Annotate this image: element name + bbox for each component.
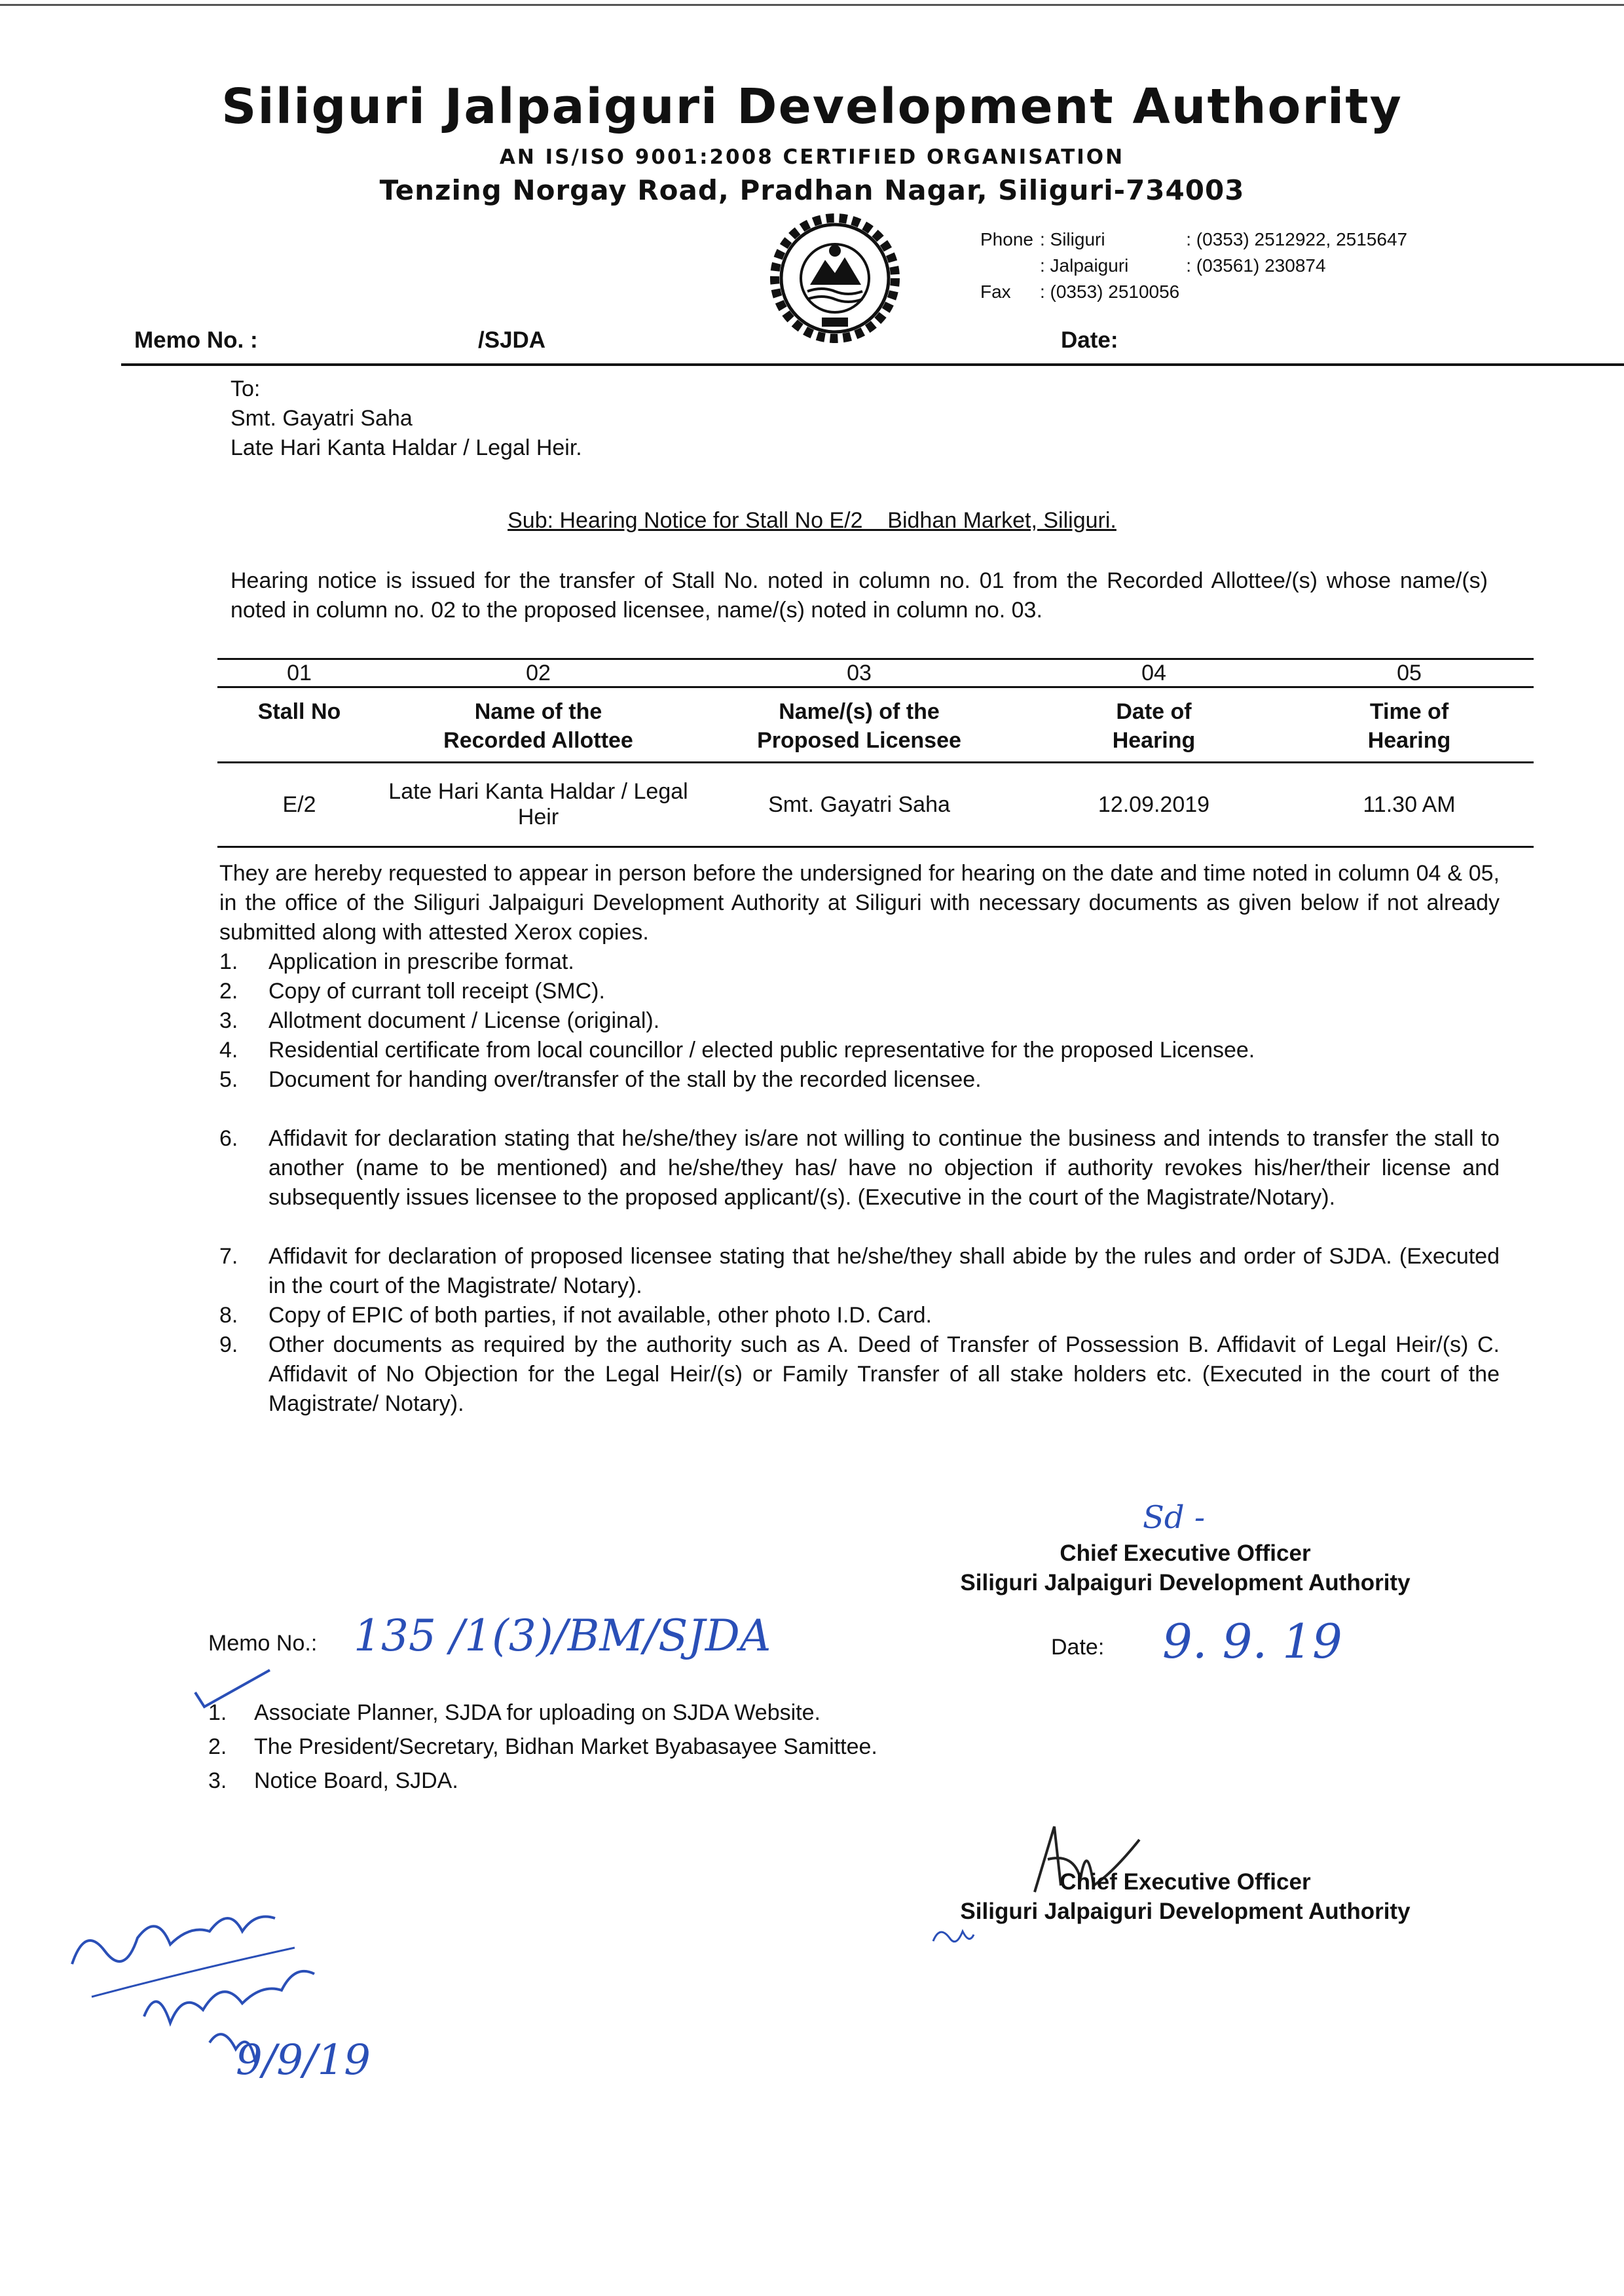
- gear-emblem-icon: [775, 218, 895, 338]
- column-number: 02: [381, 659, 695, 687]
- list-item: 1. Associate Planner, SJDA for uploading on SJDA Website.: [208, 1700, 821, 1725]
- memo-bottom-label: Memo No.:: [208, 1631, 318, 1656]
- hearing-table: [217, 658, 1534, 848]
- list-item: 5. Document for handing over/transfer of the stall by the recorded licensee.: [219, 1067, 982, 1092]
- handwritten-note-date: 9/9/19: [236, 2036, 371, 2085]
- recipient-name: Smt. Gayatri Saha: [231, 406, 413, 431]
- subject-line: Sub: Hearing Notice for Stall No E/2 Bidhan Market, Siliguri.: [507, 508, 1116, 533]
- memo-handwritten-date: 9. 9. 19: [1162, 1614, 1342, 1669]
- contact-place: : (0353) 2510056: [1039, 282, 1180, 302]
- column-header: Time of Hearing: [1285, 687, 1534, 763]
- contact-number: [1186, 280, 1412, 304]
- memo-bottom-date-label: Date:: [1051, 1635, 1105, 1660]
- memo-handwritten-number: 135 /1(3)/BM/SJDA: [354, 1611, 771, 1661]
- hearing-time-cell: 11.30 AM: [1285, 763, 1534, 847]
- contact-place: : Siliguri: [1039, 229, 1105, 249]
- list-item: 4. Residential certificate from local councillor / elected public representative for the proposed Licensee.: [219, 1038, 1255, 1063]
- list-item: 7. Affidavit for declaration of proposed licensee stating that he/she/they shall abide by the rules and order of SJDA. (Executed in the court of the Magistrate/ Notary).: [219, 1244, 1500, 1298]
- contact-place: : Jalpaiguri: [1039, 255, 1129, 276]
- organisation-title: Siliguri Jalpaiguri Development Authority: [221, 79, 1403, 135]
- signature-block-1: [917, 1539, 1454, 1597]
- intro-paragraph: Hearing notice is issued for the transfer of Stall No. noted in column no. 01 from the Recorded Allottee/(s) whose name/(s) noted in column no. 02 to the proposed licensee, name/(s) noted in column no. 03.: [231, 568, 1488, 623]
- sjda-logo: [769, 213, 900, 344]
- organisation-address: Tenzing Norgay Road, Pradhan Nagar, Siliguri-734003: [379, 174, 1245, 206]
- signatory-organisation: Siliguri Jalpaiguri Development Authority: [960, 1570, 1411, 1595]
- contact-row: [980, 253, 1412, 278]
- allottee-cell: Late Hari Kanta Haldar / Legal Heir: [381, 763, 695, 847]
- signatory-designation: Chief Executive Officer: [1060, 1540, 1311, 1566]
- list-item: 3. Allotment document / License (original).: [219, 1008, 660, 1033]
- contact-number: : (03561) 230874: [1186, 255, 1326, 276]
- list-item: 2. The President/Secretary, Bidhan Market Byabasayee Samittee.: [208, 1734, 877, 1759]
- column-number: 03: [695, 659, 1023, 687]
- contact-row: [980, 280, 1412, 304]
- contact-details: [979, 226, 1414, 306]
- table-row: [217, 763, 1534, 847]
- list-item: 1. Application in prescribe format.: [219, 949, 574, 974]
- certification-line: AN IS/ISO 9001:2008 CERTIFIED ORGANISATION: [499, 145, 1125, 169]
- column-number: 01: [217, 659, 381, 687]
- memo-date-label: Date:: [1061, 327, 1118, 353]
- copy-to-list: [208, 1696, 877, 1798]
- documents-list: [219, 947, 1500, 1419]
- contact-label: [980, 253, 1039, 278]
- contact-number: : (0353) 2512922, 2515647: [1186, 229, 1408, 249]
- sd-mark: Sd -: [1143, 1499, 1206, 1536]
- contact-label: Fax: [980, 282, 1011, 302]
- signatory-organisation: Siliguri Jalpaiguri Development Authority: [960, 1899, 1411, 1924]
- list-item: 9. Other documents as required by the authority such as A. Deed of Transfer of Possession B. Affidavit of Legal Heir/(s) C. Affidavit of No Objection for the Legal Heir/(s) or Family Transfer of all stake holders etc. (Executed in the court of the Magistrate/ Notary).: [219, 1332, 1500, 1416]
- initials-scribble: [927, 1922, 979, 1954]
- column-header-row: [217, 687, 1534, 763]
- signature-block-2: [917, 1867, 1454, 1926]
- memo-number-label: Memo No. :: [134, 327, 258, 353]
- column-header: Name of the Recorded Allottee: [381, 687, 695, 763]
- column-number: 04: [1023, 659, 1285, 687]
- signatory-designation: Chief Executive Officer: [1060, 1869, 1311, 1895]
- list-item: 8. Copy of EPIC of both parties, if not available, other photo I.D. Card.: [219, 1303, 932, 1328]
- to-label: To:: [231, 376, 261, 401]
- recipient-relation: Late Hari Kanta Haldar / Legal Heir.: [231, 435, 582, 460]
- column-header: Stall No: [217, 687, 381, 763]
- column-number: 05: [1285, 659, 1534, 687]
- request-paragraph: They are hereby requested to appear in person before the undersigned for hearing on the date and time noted in column 04 & 05, in the office of the Siliguri Jalpaiguri Development Authority at Siliguri with necessary documents as given below if not already submitted along with attested Xerox copies.: [219, 861, 1500, 945]
- scan-edge-line: [0, 4, 1624, 6]
- licensee-cell: Smt. Gayatri Saha: [695, 763, 1023, 847]
- list-item: 2. Copy of currant toll receipt (SMC).: [219, 979, 605, 1004]
- hearing-date-cell: 12.09.2019: [1023, 763, 1285, 847]
- column-number-row: [217, 659, 1534, 687]
- column-header: Name/(s) of the Proposed Licensee: [695, 687, 1023, 763]
- header-divider: [121, 363, 1624, 366]
- list-item: 6. Affidavit for declaration stating that he/she/they is/are not willing to continue the business and intends to transfer the stall to another (name to be mentioned) and he/she/they has/ have no objection if authority revokes his/her/their license and subsequently issues licensee to the proposed applicant/(s). (Executive in the court of the Magistrate/Notary).: [219, 1126, 1500, 1210]
- contact-row: [980, 227, 1412, 252]
- memo-number-suffix: /SJDA: [478, 327, 546, 353]
- list-item: 3. Notice Board, SJDA.: [208, 1768, 458, 1793]
- stall-no-cell: E/2: [217, 763, 381, 847]
- column-header: Date of Hearing: [1023, 687, 1285, 763]
- contact-label: Phone: [980, 229, 1033, 249]
- recipient-block: [231, 374, 582, 463]
